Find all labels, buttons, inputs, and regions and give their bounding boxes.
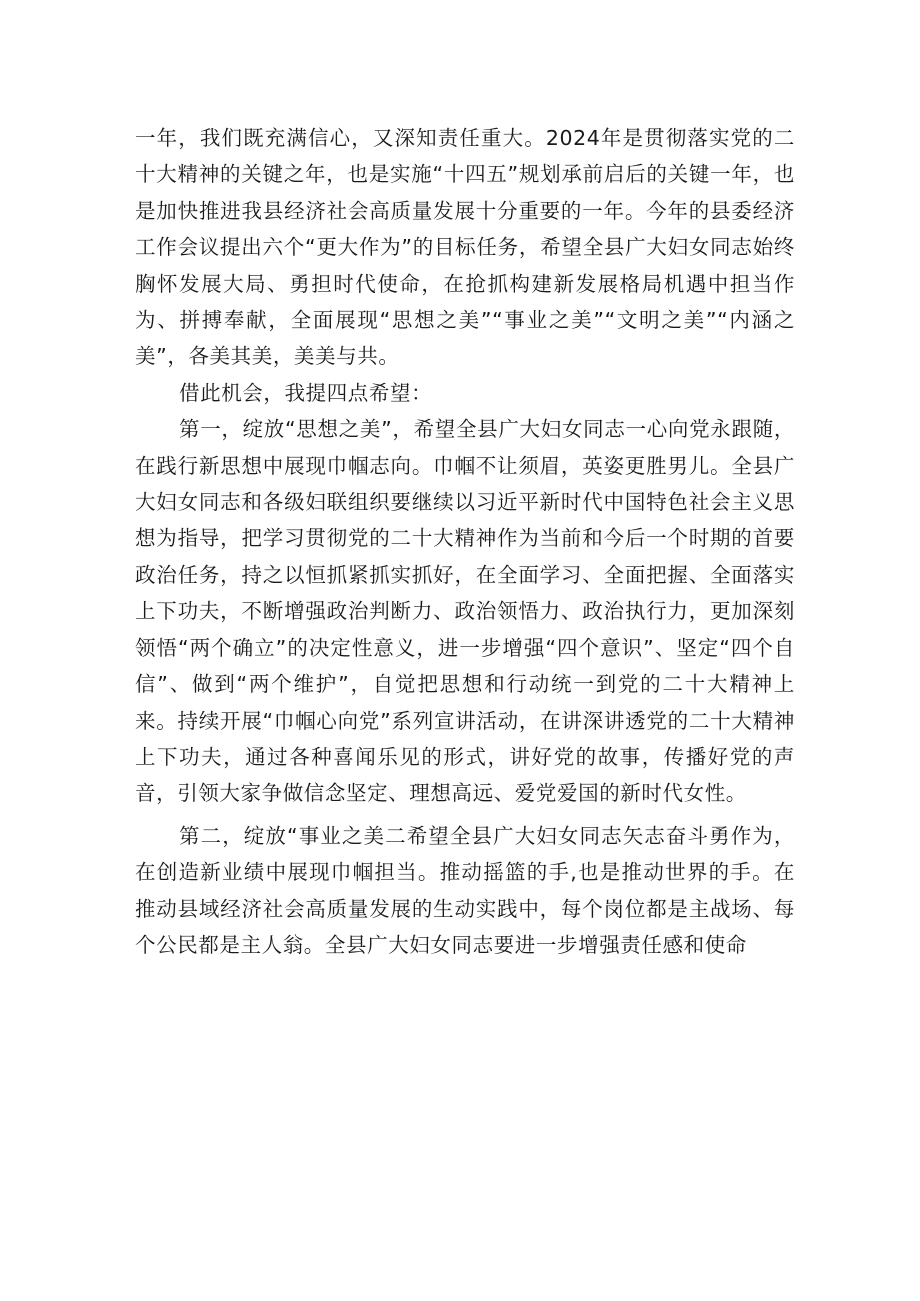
paragraph-second-hope: 第二，绽放“事业之美二希望全县广大妇女同志矢志奋斗勇作为，在创造新业绩中展现巾帼担当。推动摇篮的手,也是推动世界的手。在推动县域经济社会高质量发展的生动实践中，每个岗位都是主战场、每个公民都是主人翁。全县广大妇女同志要进一步增强责任感和使命 <box>135 823 795 957</box>
document-body <box>135 120 795 963</box>
paragraph-transition: 借此机会，我提四点希望： <box>179 380 433 405</box>
paragraph-first-hope: 第一，绽放“思想之美”，希望全县广大妇女同志一心向党永跟随，在践行新思想中展现巾帼志向。巾帼不让须眉，英姿更胜男儿。全县广大妇女同志和各级妇联组织要继续以习近平新时代中国特色社会主义思想为指导，把学习贯彻党的二十大精神作为当前和今后一个时期的首要政治任务，持之以恒抓紧抓实抓好，在全面学习、全面把握、全面落实上下功夫，不断增强政治判断力、政治领悟力、政治执行力，更加深刻领悟“两个确立”的决定性意义，进一步增强“四个意识”、坚定“四个自信”、做到“两个维护”，自觉把思想和行动统一到党的二十大精神上来。持续开展“巾帼心向党”系列宣讲活动，在讲深讲透党的二十大精神上下功夫，通过各种喜闻乐见的形式，讲好党的故事，传播好党的声音，引领大家争做信念坚定、理想高远、爱党爱国的新时代女性。 <box>135 417 795 806</box>
paragraph-intro: 一年，我们既充满信心，又深知责任重大。2024年是贯彻落实党的二十大精神的关键之年，也是实施“十四五”规划承前启后的关键一年，也是加快推进我县经济社会高质量发展十分重要的一年。今年的县委经济工作会议提出六个“更大作为”的目标任务，希望全县广大妇女同志始终胸怀发展大局、勇担时代使命，在抢抓构建新发展格局机遇中担当作为、拼搏奉献，全面展现“思想之美”“事业之美”“文明之美”“内涵之美”，各美其美，美美与共。 <box>135 126 796 369</box>
